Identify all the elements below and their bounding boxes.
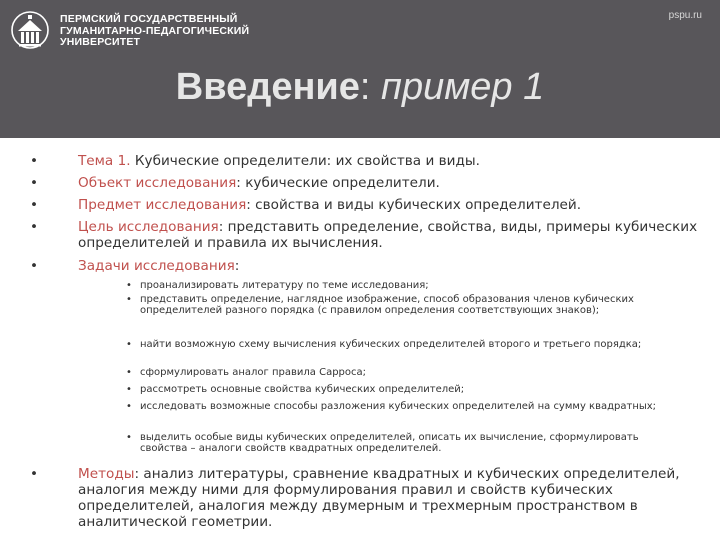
bullet-goal-text: : представить определение, свойства, виды, примеры кубических определителей и правила их вычисления. xyxy=(78,219,698,251)
title-colon: : xyxy=(359,66,371,108)
task-item: • найти возможную схему вычисления кубических определителей второго и третьего порядка; xyxy=(140,339,680,350)
header-bar xyxy=(0,0,720,138)
bullet-subject-label: Предмет исследования xyxy=(78,197,247,213)
bullet-tasks-label: Задачи исследования xyxy=(78,258,235,274)
university-name xyxy=(60,14,249,49)
university-logo xyxy=(10,10,249,54)
bullet-methods-label: Методы xyxy=(78,466,135,482)
bullet-topic-label: Тема 1. xyxy=(78,153,131,169)
title-italic: пример 1 xyxy=(370,66,545,108)
bullet-methods-text: : анализ литературы, сравнение квадратных и кубических определителей, аналогия между ними для формулирования правил и свойств кубических определителей, аналогия между двумерным и трехмерным пространством в аналитической геометрии. xyxy=(78,466,680,530)
title-bold: Введение xyxy=(175,66,360,108)
bullet-goal-label: Цель исследования xyxy=(78,219,219,235)
bullet-tasks xyxy=(78,258,708,274)
university-name-line: ПЕРМСКИЙ ГОСУДАРСТВЕННЫЙ xyxy=(60,13,238,25)
bullet-goal xyxy=(78,219,708,251)
bullet-methods xyxy=(78,466,708,530)
task-item: • выделить особые виды кубических определителей, описать их вычисление, сформулировать свойства – аналоги свойств квадратных определителей. xyxy=(140,432,680,455)
bullet-tasks-text: : xyxy=(234,258,240,274)
university-name-line: УНИВЕРСИТЕТ xyxy=(60,36,141,48)
site-url[interactable]: pspu.ru xyxy=(668,10,702,21)
university-name-line: ГУМАНИТАРНО-ПЕДАГОГИЧЕСКИЙ xyxy=(60,24,250,37)
task-item: • проанализировать литературу по теме исследования; xyxy=(140,280,680,291)
bullet-object-label: Объект исследования xyxy=(78,175,237,191)
bullet-subject-text: : свойства и виды кубических определителей. xyxy=(246,197,582,213)
slide-title xyxy=(0,66,720,109)
bullet-topic-text: Кубические определители: их свойства и виды. xyxy=(130,153,480,169)
bullet-subject xyxy=(78,197,708,213)
bullet-object-text: : кубические определители. xyxy=(236,175,440,191)
task-item: • исследовать возможные способы разложения кубических определителей на сумму квадратных; xyxy=(140,401,680,412)
task-item: • рассмотреть основные свойства кубических определителей; xyxy=(140,384,680,395)
university-emblem-icon xyxy=(10,10,50,54)
task-item: • представить определение, наглядное изображение, способ образования членов кубических определителей разного порядка (с правилом определения соответствующих знаков); xyxy=(140,294,680,317)
bullet-object xyxy=(78,175,708,191)
bullet-topic xyxy=(78,153,708,169)
task-item: • сформулировать аналог правила Сарроса; xyxy=(140,367,680,378)
